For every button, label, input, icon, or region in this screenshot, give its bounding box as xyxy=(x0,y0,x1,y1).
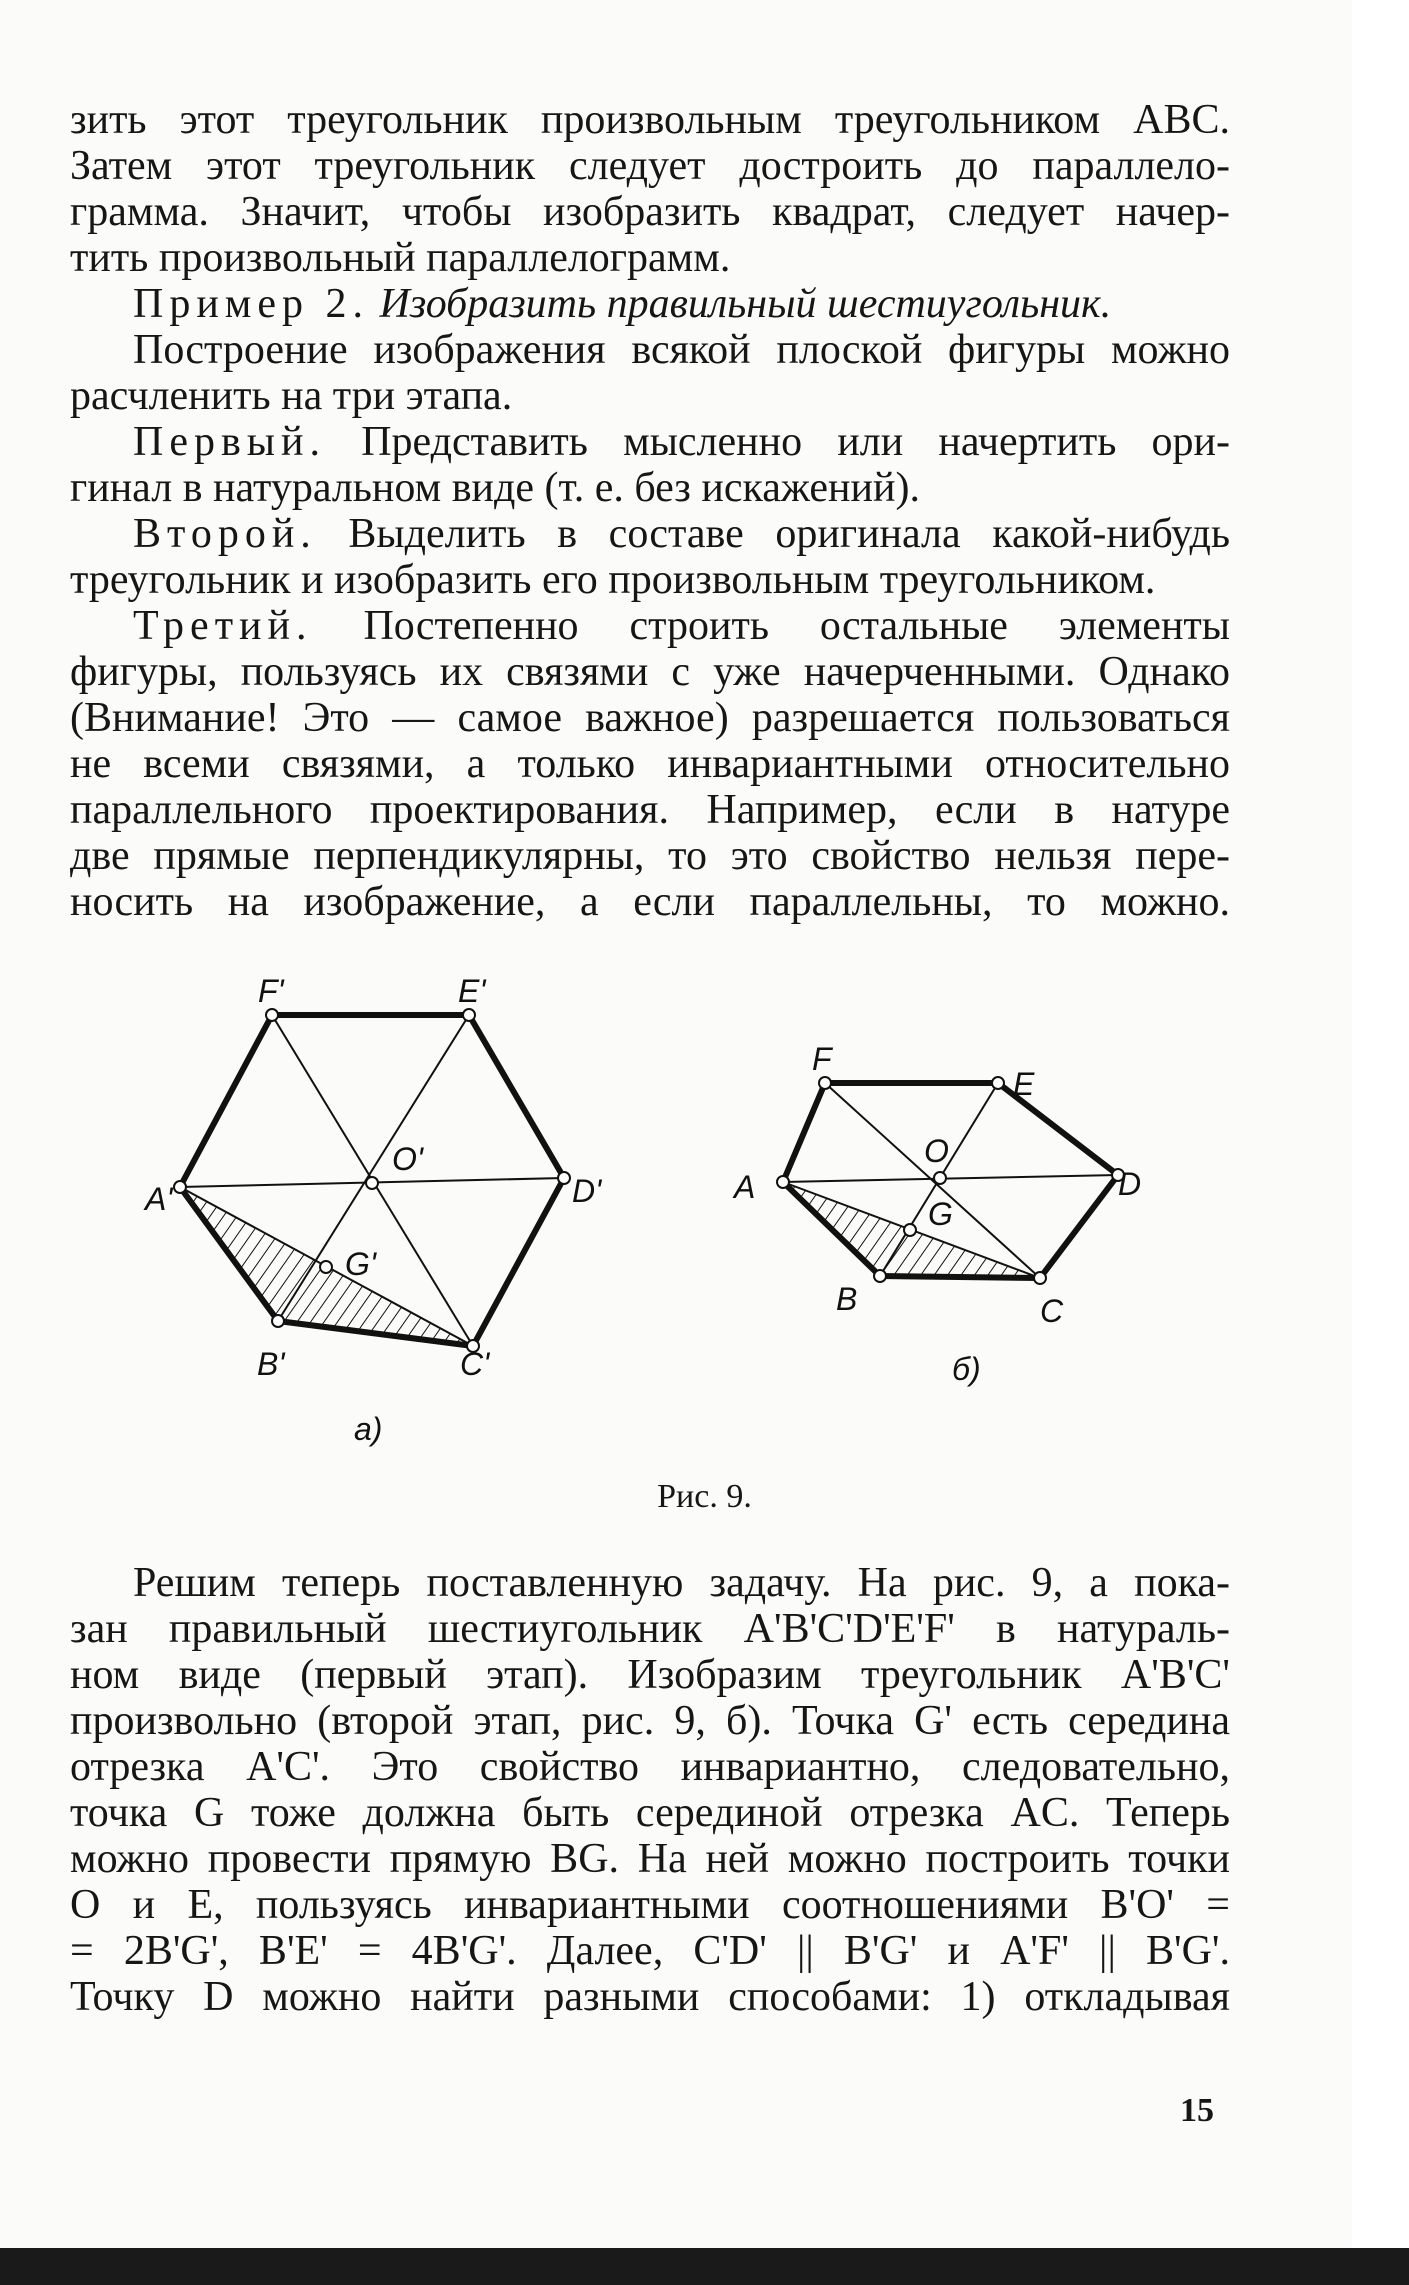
text-fragment: Выделить в составе оригинала какой-нибудь xyxy=(348,511,1230,557)
text-line: Решим теперь поставленную задачу. На рис. 9, а пока- xyxy=(133,1560,1230,1606)
text-line: ном виде (первый этап). Изобразим треугольник A'B'C' xyxy=(70,1652,1230,1698)
top-text xyxy=(70,97,1230,925)
point-b-a xyxy=(272,1315,284,1327)
point-e-b xyxy=(992,1077,1004,1089)
point-e-a xyxy=(463,1009,475,1021)
point-a-b xyxy=(777,1176,789,1188)
text-line: O и E, пользуясь инвариантными соотношениями B'O' = xyxy=(70,1882,1230,1928)
text-line: носить на изображение, а если параллельны, то можно. xyxy=(70,879,1230,925)
label-d-a: D' xyxy=(572,1173,602,1209)
figure-caption: Рис. 9. xyxy=(657,1478,752,1515)
paragraph-solution xyxy=(70,1560,1230,2020)
text-line: произвольно (второй этап, рис. 9, б). Точка G' есть середина xyxy=(70,1698,1230,1744)
point-f-a xyxy=(266,1009,278,1021)
point-f-b xyxy=(819,1077,831,1089)
figure-a-label: а) xyxy=(354,1411,383,1447)
paragraph-third xyxy=(70,603,1230,925)
text-line: треугольник и изобразить его произвольным треугольником. xyxy=(70,557,1156,603)
text-line: = 2B'G', B'E' = 4B'G'. Далее, C'D' || B'G' и A'F' || B'G'. xyxy=(70,1928,1230,1974)
paragraph-first xyxy=(70,419,1230,511)
text-line: тить произвольный параллелограмм. xyxy=(70,235,731,281)
text-line: Точку D можно найти разными способами: 1) откладывая xyxy=(70,1974,1230,2020)
bottom-text xyxy=(70,1560,1230,2020)
point-d-a xyxy=(558,1172,570,1184)
text-line: (Внимание! Это — самое важное) разрешается пользоваться xyxy=(70,695,1230,741)
label-c-a: C' xyxy=(460,1346,490,1382)
label-o-b: O xyxy=(924,1133,949,1169)
label-o-a: O' xyxy=(392,1141,423,1177)
figure-9 xyxy=(0,940,1409,1460)
text-line: грамма. Значит, чтобы изобразить квадрат, следует начер- xyxy=(70,189,1230,235)
text-line xyxy=(70,511,1230,557)
paragraph-second xyxy=(70,511,1230,603)
label-e-b: E xyxy=(1013,1066,1035,1102)
label-f-a: F' xyxy=(258,973,284,1009)
stage-label: Второй. xyxy=(133,511,317,557)
paragraph-2 xyxy=(70,327,1230,419)
text-line: зан правильный шестиугольник A'B'C'D'E'F' в натураль- xyxy=(70,1606,1230,1652)
label-f-b: F xyxy=(812,1041,832,1077)
paragraph-1 xyxy=(70,97,1230,281)
text-fragment: Представить мысленно или начертить ори- xyxy=(361,419,1231,465)
label-e-a: E' xyxy=(458,973,486,1009)
text-line: зить этот треугольник произвольным треугольником ABC. xyxy=(70,97,1230,143)
diagonal-ad-b xyxy=(783,1175,1118,1182)
example-title: Изобразить правильный шестиугольник. xyxy=(379,281,1112,327)
point-g-b xyxy=(904,1224,916,1236)
figure-b xyxy=(732,1041,1141,1387)
label-b-a: B' xyxy=(257,1346,285,1382)
text-line: расчленить на три этапа. xyxy=(70,373,513,419)
stage-label: Первый. xyxy=(133,419,326,465)
point-o-b xyxy=(934,1172,946,1184)
text-fragment: Постепенно строить остальные элементы xyxy=(363,603,1230,649)
scan-edge-bar xyxy=(0,2248,1409,2285)
text-line xyxy=(70,419,1230,465)
example-line xyxy=(70,281,1230,327)
point-c-b xyxy=(1034,1272,1046,1284)
stage-label: Третий. xyxy=(133,603,313,649)
figure-b-label: б) xyxy=(952,1351,981,1387)
text-line: Построение изображения всякой плоской фигуры можно xyxy=(133,327,1230,373)
text-line: Затем этот треугольник следует достроить до параллело- xyxy=(70,143,1230,189)
point-g-a xyxy=(320,1261,332,1273)
text-line: гинал в натуральном виде (т. е. без искажений). xyxy=(70,465,920,511)
label-a-a: A' xyxy=(145,1181,173,1217)
label-b-b: B xyxy=(836,1281,858,1317)
example-heading xyxy=(70,281,1230,327)
text-line: параллельного проектирования. Например, если в натуре xyxy=(70,787,1230,833)
label-d-b: D xyxy=(1118,1166,1142,1202)
example-label: Пример 2. xyxy=(133,281,370,327)
text-line: отрезка A'C'. Это свойство инвариантно, следовательно, xyxy=(70,1744,1230,1790)
point-o-a xyxy=(366,1177,378,1189)
text-line: две прямые перпендикулярны, то это свойство нельзя пере- xyxy=(70,833,1230,879)
label-g-a: G' xyxy=(345,1246,376,1282)
text-line: не всеми связями, а только инвариантными относительно xyxy=(70,741,1230,787)
label-c-b: C xyxy=(1040,1293,1064,1329)
text-line: фигуры, пользуясь их связями с уже начерченными. Однако xyxy=(70,649,1230,695)
figure-a xyxy=(143,973,603,1447)
point-b-b xyxy=(874,1270,886,1282)
point-a-a xyxy=(174,1181,186,1193)
text-line: точка G тоже должна быть серединой отрезка AC. Теперь xyxy=(70,1790,1230,1836)
label-a-b: A xyxy=(734,1169,756,1205)
text-line xyxy=(70,603,1230,649)
page-number: 15 xyxy=(1180,2092,1214,2129)
text-line: можно провести прямую BG. На ней можно построить точки xyxy=(70,1836,1230,1882)
label-g-b: G xyxy=(928,1196,953,1232)
